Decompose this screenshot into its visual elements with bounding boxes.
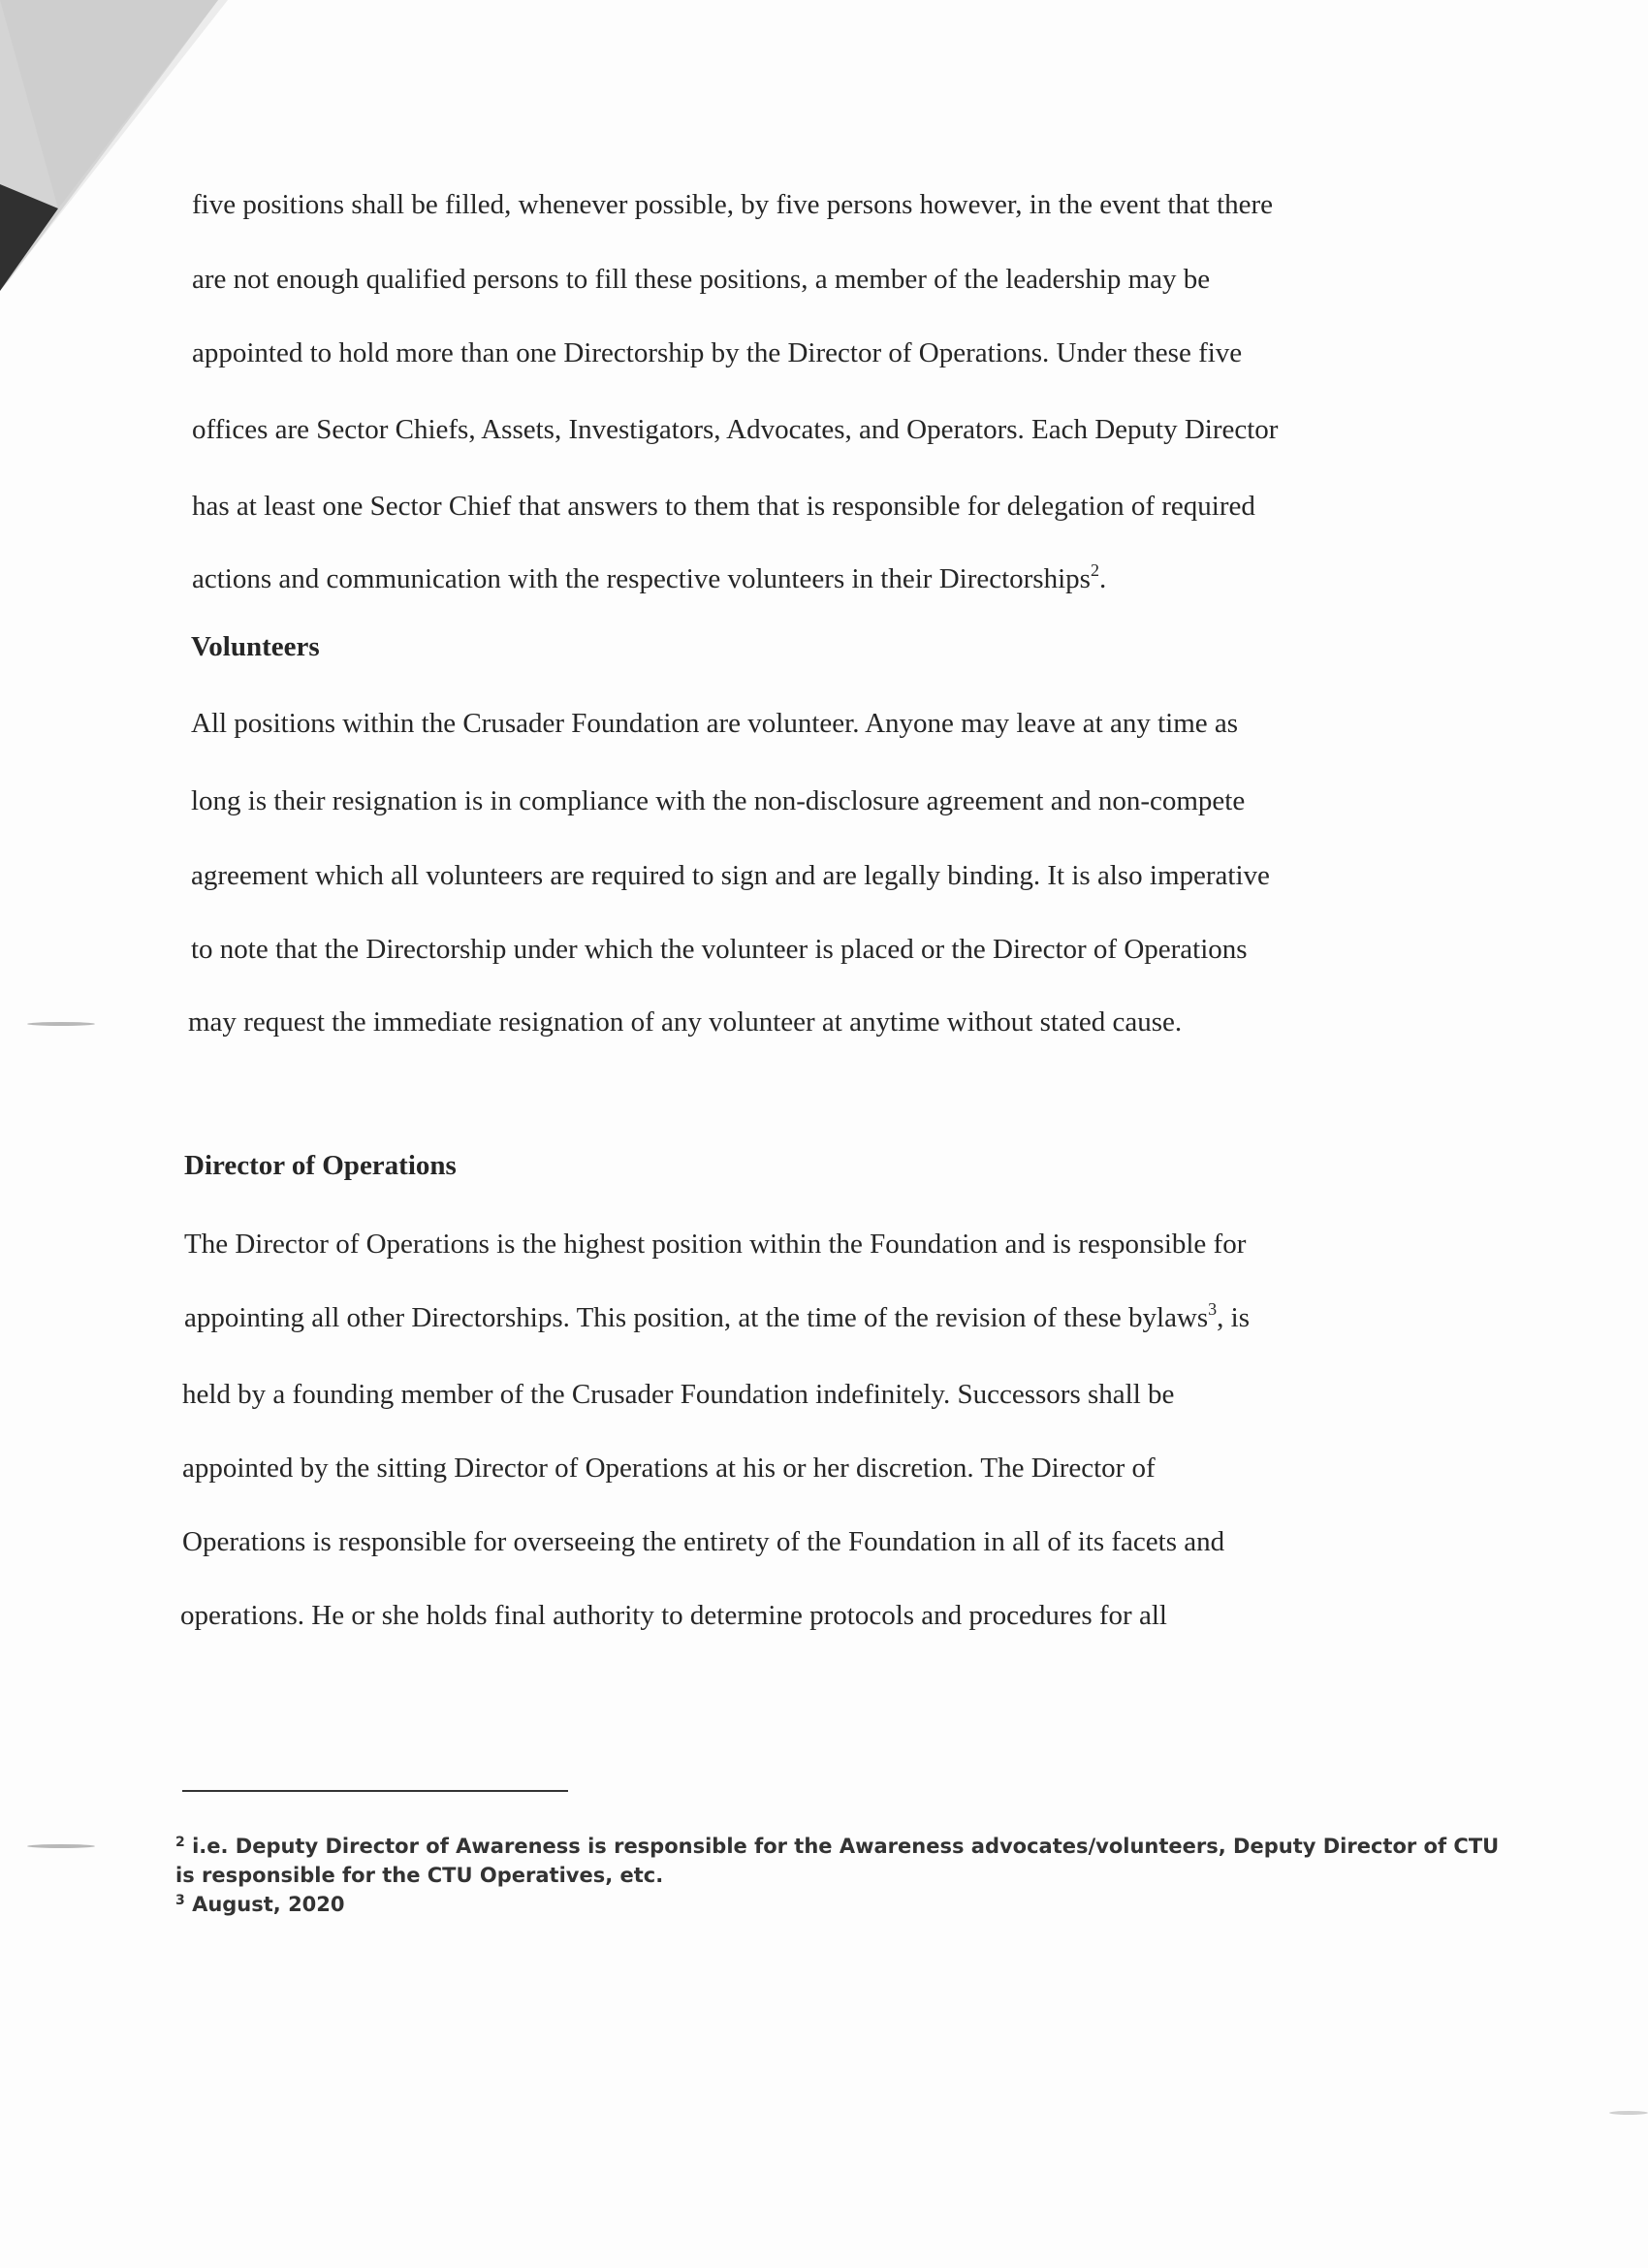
paragraph-line: five positions shall be filled, whenever possible, by five persons however, in the event that there xyxy=(192,189,1274,220)
paragraph-line: appointed to hold more than one Directorship by the Director of Operations. Under these five xyxy=(192,337,1243,368)
paragraph-line: All positions within the Crusader Foundation are volunteer. Anyone may leave at any time as xyxy=(191,708,1239,739)
paragraph-line: has at least one Sector Chief that answers to them that is responsible for delegation of required xyxy=(192,491,1255,522)
footnote-number: 2 xyxy=(175,1835,185,1850)
footnote-3 xyxy=(175,1893,345,1916)
footnote-text: August, 2020 xyxy=(192,1893,345,1916)
paragraph-line xyxy=(184,1299,1251,1333)
section-heading-volunteers: Volunteers xyxy=(191,631,320,662)
section-heading-director-of-operations: Director of Operations xyxy=(184,1150,457,1181)
footnote-number: 3 xyxy=(175,1893,185,1908)
paragraph-line: Operations is responsible for overseeing the entirety of the Foundation in all of its facets and xyxy=(182,1526,1225,1557)
paragraph-line: operations. He or she holds final authority to determine protocols and procedures for all xyxy=(180,1600,1167,1631)
paragraph-text: appointing all other Directorships. This position, at the time of the revision of these bylaws xyxy=(184,1302,1209,1333)
paragraph-line: offices are Sector Chiefs, Assets, Investigators, Advocates, and Operators. Each Deputy Director xyxy=(192,414,1279,445)
footnote-reference: 3 xyxy=(1208,1299,1218,1319)
footnote-2 xyxy=(175,1835,1499,1858)
paragraph-text: , is xyxy=(1217,1302,1251,1333)
paragraph-line: The Director of Operations is the highest position within the Foundation and is responsible for xyxy=(184,1229,1247,1260)
paragraph-line: may request the immediate resignation of any volunteer at anytime without stated cause. xyxy=(188,1006,1183,1038)
scan-edge-mark xyxy=(27,1844,95,1848)
paragraph-line: held by a founding member of the Crusader Foundation indefinitely. Successors shall be xyxy=(182,1379,1175,1410)
paragraph-line: long is their resignation is in compliance with the non-disclosure agreement and non-compete xyxy=(191,785,1246,816)
paragraph-line: are not enough qualified persons to fill these positions, a member of the leadership may be xyxy=(192,264,1211,295)
scan-edge-mark xyxy=(27,1022,95,1026)
paragraph-line: appointed by the sitting Director of Operations at his or her discretion. The Director of xyxy=(182,1453,1156,1484)
footnote-2-continuation: is responsible for the CTU Operatives, etc. xyxy=(175,1864,664,1887)
page-corner-fold xyxy=(0,0,233,291)
footnote-reference: 2 xyxy=(1090,560,1099,580)
paragraph-text: . xyxy=(1098,563,1107,594)
scan-edge-mark xyxy=(1609,2111,1648,2115)
paragraph-line xyxy=(192,560,1107,594)
paragraph-line: to note that the Directorship under which the volunteer is placed or the Director of Operations xyxy=(191,934,1248,965)
paragraph-text: actions and communication with the respective volunteers in their Directorships xyxy=(192,563,1091,594)
footnote-text: i.e. Deputy Director of Awareness is responsible for the Awareness advocates/volunteers, Deputy Director of CTU xyxy=(192,1835,1500,1858)
paragraph-line: agreement which all volunteers are required to sign and are legally binding. It is also imperative xyxy=(191,860,1270,891)
footnote-separator xyxy=(182,1790,568,1792)
